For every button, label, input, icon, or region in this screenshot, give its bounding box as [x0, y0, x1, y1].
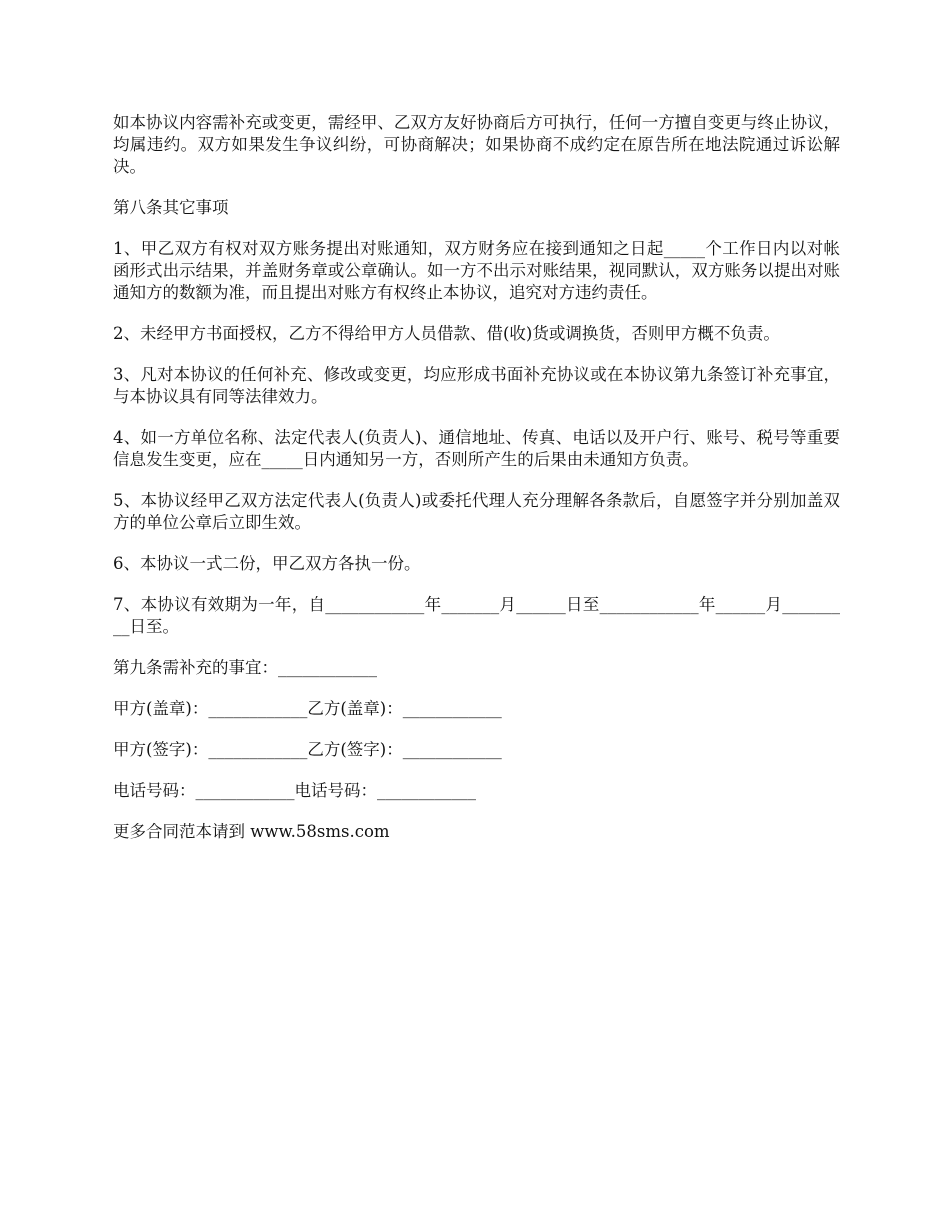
- article-8-heading: 第八条其它事项: [113, 198, 229, 217]
- contract-page: [113, 112, 840, 862]
- article-8-item-4: 4、如一方单位名称、法定代表人(负责人)、通信地址、传真、电话以及开户行、账号、税号等重要信息发生变更，应在_____日内通知另一方，否则所产生的后果由未通知方负责。: [113, 428, 840, 469]
- article-8-item-3: 3、凡对本协议的任何补充、修改或变更，均应形成书面补充协议或在本协议第九条签订补充事宜，与本协议具有同等法律效力。: [113, 365, 840, 406]
- article-8-item-7: 7、本协议有效期为一年，自____________年_______月______日至____________年______月_________日至。: [113, 595, 840, 636]
- article-9-line: 第九条需补充的事宜：____________: [113, 658, 377, 677]
- article-8-item-2: 2、未经甲方书面授权，乙方不得给甲方人员借款、借(收)货或调换货，否则甲方概不负责。: [113, 324, 780, 343]
- phone-line: 电话号码：____________电话号码：____________: [113, 781, 476, 800]
- intro-paragraph: 如本协议内容需补充或变更，需经甲、乙双方友好协商后方可执行，任何一方擅自变更与终止协议，均属违约。双方如果发生争议纠纷，可协商解决；如果协商不成约定在原告所在地法院通过诉讼解决。: [113, 113, 840, 176]
- signature-line: 甲方(签字)：____________乙方(签字)：____________: [113, 740, 502, 759]
- article-8-item-5: 5、本协议经甲乙双方法定代表人(负责人)或委托代理人充分理解各条款后，自愿签字并分别加盖双方的单位公章后立即生效。: [113, 491, 840, 532]
- seal-line: 甲方(盖章)：____________乙方(盖章)：____________: [113, 699, 502, 718]
- footer-link-text: 更多合同范本请到 www.58sms.com: [113, 822, 390, 841]
- article-8-item-6: 6、本协议一式二份，甲乙双方各执一份。: [113, 554, 421, 573]
- article-8-item-1: 1、甲乙双方有权对双方账务提出对账通知，双方财务应在接到通知之日起_____个工作日内以对帐函形式出示结果，并盖财务章或公章确认。如一方不出示对账结果，视同默认，双方账务以提出对账通知方的数额为准，而且提出对账方有权终止本协议，追究对方违约责任。: [113, 239, 840, 302]
